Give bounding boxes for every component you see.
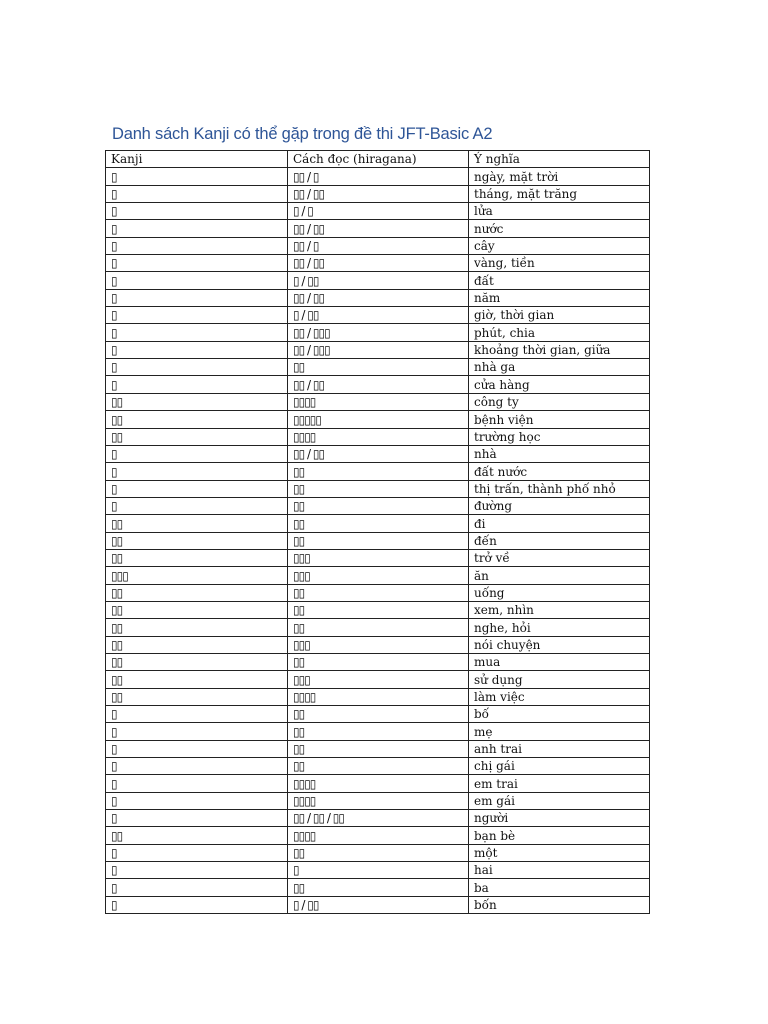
- reading-cell: ▯▯ / ▯▯: [288, 445, 469, 462]
- meaning-cell: công ty: [469, 393, 650, 410]
- meaning-cell: em trai: [469, 775, 650, 792]
- reading-cell: ▯▯: [288, 723, 469, 740]
- reading-cell: ▯▯ / ▯▯▯: [288, 324, 469, 341]
- table-row: [106, 445, 650, 462]
- kanji-cell: ▯▯: [106, 601, 288, 618]
- meaning-cell: ba: [469, 879, 650, 896]
- kanji-cell: ▯: [106, 758, 288, 775]
- reading-cell: ▯▯▯▯: [288, 775, 469, 792]
- meaning-cell: nước: [469, 220, 650, 237]
- kanji-cell: ▯: [106, 289, 288, 306]
- kanji-cell: ▯▯: [106, 532, 288, 549]
- kanji-cell: ▯▯: [106, 393, 288, 410]
- reading-cell: ▯: [288, 862, 469, 879]
- reading-cell: ▯▯▯: [288, 671, 469, 688]
- meaning-cell: ăn: [469, 567, 650, 584]
- meaning-cell: làm việc: [469, 688, 650, 705]
- reading-cell: ▯▯▯▯: [288, 792, 469, 809]
- meaning-cell: mẹ: [469, 723, 650, 740]
- meaning-cell: giờ, thời gian: [469, 307, 650, 324]
- reading-cell: ▯▯: [288, 844, 469, 861]
- reading-cell: ▯▯: [288, 653, 469, 670]
- reading-cell: ▯▯ / ▯▯: [288, 289, 469, 306]
- table-row: [106, 168, 650, 185]
- kanji-cell: ▯: [106, 255, 288, 272]
- reading-cell: ▯▯ / ▯: [288, 237, 469, 254]
- header-meaning: Ý nghĩa: [469, 151, 650, 168]
- reading-cell: ▯▯▯▯: [288, 428, 469, 445]
- meaning-cell: trở về: [469, 549, 650, 566]
- meaning-cell: ngày, mặt trời: [469, 168, 650, 185]
- meaning-cell: cửa hàng: [469, 376, 650, 393]
- reading-cell: ▯ / ▯: [288, 203, 469, 220]
- meaning-cell: nhà ga: [469, 359, 650, 376]
- table-row: [106, 255, 650, 272]
- meaning-cell: sử dụng: [469, 671, 650, 688]
- meaning-cell: đi: [469, 515, 650, 532]
- table-row: [106, 393, 650, 410]
- meaning-cell: xem, nhìn: [469, 601, 650, 618]
- table-row: [106, 497, 650, 514]
- kanji-cell: ▯: [106, 445, 288, 462]
- meaning-cell: phút, chia: [469, 324, 650, 341]
- reading-cell: ▯▯ / ▯▯: [288, 376, 469, 393]
- kanji-cell: ▯▯▯: [106, 567, 288, 584]
- kanji-cell: ▯▯: [106, 636, 288, 653]
- meaning-cell: đường: [469, 497, 650, 514]
- reading-cell: ▯▯: [288, 740, 469, 757]
- kanji-cell: ▯: [106, 359, 288, 376]
- table-row: [106, 428, 650, 445]
- reading-cell: ▯▯▯▯: [288, 827, 469, 844]
- table-row: [106, 480, 650, 497]
- meaning-cell: lửa: [469, 203, 650, 220]
- meaning-cell: cây: [469, 237, 650, 254]
- reading-cell: ▯▯ / ▯▯: [288, 220, 469, 237]
- reading-cell: ▯▯: [288, 619, 469, 636]
- table-row: [106, 792, 650, 809]
- kanji-cell: ▯▯: [106, 688, 288, 705]
- reading-cell: ▯▯▯: [288, 567, 469, 584]
- meaning-cell: hai: [469, 862, 650, 879]
- table-row: [106, 758, 650, 775]
- meaning-cell: uống: [469, 584, 650, 601]
- reading-cell: ▯▯: [288, 601, 469, 618]
- table-row: [106, 237, 650, 254]
- reading-cell: ▯▯ / ▯▯ / ▯▯: [288, 810, 469, 827]
- meaning-cell: anh trai: [469, 740, 650, 757]
- header-reading: Cách đọc (hiragana): [288, 151, 469, 168]
- kanji-cell: ▯: [106, 706, 288, 723]
- table-row: [106, 220, 650, 237]
- reading-cell: ▯▯ / ▯▯: [288, 185, 469, 202]
- reading-cell: ▯ / ▯▯: [288, 896, 469, 913]
- reading-cell: ▯▯ / ▯▯: [288, 255, 469, 272]
- document-title: Danh sách Kanji có thể gặp trong đề thi JFT-Basic A2: [112, 125, 493, 143]
- kanji-cell: ▯: [106, 203, 288, 220]
- meaning-cell: năm: [469, 289, 650, 306]
- meaning-cell: tháng, mặt trăng: [469, 185, 650, 202]
- reading-cell: ▯▯: [288, 359, 469, 376]
- kanji-cell: ▯: [106, 792, 288, 809]
- reading-cell: ▯▯: [288, 758, 469, 775]
- meaning-cell: thị trấn, thành phố nhỏ: [469, 480, 650, 497]
- kanji-cell: ▯: [106, 775, 288, 792]
- kanji-cell: ▯: [106, 844, 288, 861]
- table-row: [106, 515, 650, 532]
- kanji-cell: ▯: [106, 376, 288, 393]
- table-row: [106, 341, 650, 358]
- table-row: [106, 289, 650, 306]
- meaning-cell: đất nước: [469, 463, 650, 480]
- kanji-cell: ▯: [106, 341, 288, 358]
- reading-cell: ▯▯: [288, 480, 469, 497]
- kanji-cell: ▯: [106, 723, 288, 740]
- kanji-cell: ▯▯: [106, 515, 288, 532]
- kanji-table: [105, 150, 650, 914]
- kanji-cell: ▯▯: [106, 671, 288, 688]
- table-row: [106, 740, 650, 757]
- table-row: [106, 879, 650, 896]
- reading-cell: ▯▯ / ▯▯▯: [288, 341, 469, 358]
- kanji-cell: ▯▯: [106, 619, 288, 636]
- meaning-cell: đến: [469, 532, 650, 549]
- reading-cell: ▯▯: [288, 879, 469, 896]
- kanji-cell: ▯: [106, 497, 288, 514]
- kanji-cell: ▯: [106, 168, 288, 185]
- meaning-cell: nghe, hỏi: [469, 619, 650, 636]
- meaning-cell: chị gái: [469, 758, 650, 775]
- table-row: [106, 775, 650, 792]
- reading-cell: ▯▯: [288, 584, 469, 601]
- reading-cell: ▯ / ▯▯: [288, 307, 469, 324]
- kanji-cell: ▯: [106, 463, 288, 480]
- table-row: [106, 896, 650, 913]
- meaning-cell: mua: [469, 653, 650, 670]
- reading-cell: ▯▯: [288, 532, 469, 549]
- kanji-cell: ▯: [106, 307, 288, 324]
- kanji-cell: ▯: [106, 879, 288, 896]
- kanji-cell: ▯▯: [106, 549, 288, 566]
- meaning-cell: một: [469, 844, 650, 861]
- table-row: [106, 549, 650, 566]
- kanji-cell: ▯: [106, 220, 288, 237]
- reading-cell: ▯▯▯▯▯: [288, 411, 469, 428]
- kanji-cell: ▯: [106, 237, 288, 254]
- meaning-cell: khoảng thời gian, giữa: [469, 341, 650, 358]
- table-row: [106, 601, 650, 618]
- reading-cell: ▯▯▯: [288, 549, 469, 566]
- table-row: [106, 185, 650, 202]
- kanji-cell: ▯: [106, 896, 288, 913]
- table-row: [106, 706, 650, 723]
- table-row: [106, 307, 650, 324]
- meaning-cell: bốn: [469, 896, 650, 913]
- reading-cell: ▯▯▯▯: [288, 688, 469, 705]
- reading-cell: ▯▯ / ▯: [288, 168, 469, 185]
- reading-cell: ▯▯: [288, 515, 469, 532]
- meaning-cell: bạn bè: [469, 827, 650, 844]
- table-row: [106, 567, 650, 584]
- table-row: [106, 619, 650, 636]
- table-row: [106, 653, 650, 670]
- table-row: [106, 272, 650, 289]
- meaning-cell: bố: [469, 706, 650, 723]
- table-row: [106, 723, 650, 740]
- kanji-cell: ▯: [106, 324, 288, 341]
- table-row: [106, 827, 650, 844]
- table-header-row: [106, 151, 650, 168]
- reading-cell: ▯▯: [288, 497, 469, 514]
- kanji-cell: ▯: [106, 862, 288, 879]
- reading-cell: ▯▯: [288, 706, 469, 723]
- table-row: [106, 203, 650, 220]
- kanji-cell: ▯▯: [106, 827, 288, 844]
- table-row: [106, 636, 650, 653]
- kanji-cell: ▯: [106, 480, 288, 497]
- reading-cell: ▯▯▯: [288, 636, 469, 653]
- table-row: [106, 411, 650, 428]
- meaning-cell: đất: [469, 272, 650, 289]
- kanji-cell: ▯: [106, 185, 288, 202]
- reading-cell: ▯▯▯▯: [288, 393, 469, 410]
- kanji-cell: ▯: [106, 272, 288, 289]
- header-kanji: Kanji: [106, 151, 288, 168]
- kanji-cell: ▯▯: [106, 653, 288, 670]
- meaning-cell: nhà: [469, 445, 650, 462]
- table-row: [106, 463, 650, 480]
- kanji-cell: ▯: [106, 740, 288, 757]
- table-row: [106, 671, 650, 688]
- kanji-cell: ▯▯: [106, 411, 288, 428]
- meaning-cell: bệnh viện: [469, 411, 650, 428]
- table-row: [106, 688, 650, 705]
- meaning-cell: em gái: [469, 792, 650, 809]
- table-row: [106, 532, 650, 549]
- table-row: [106, 810, 650, 827]
- table-row: [106, 376, 650, 393]
- table-row: [106, 359, 650, 376]
- table-row: [106, 862, 650, 879]
- reading-cell: ▯ / ▯▯: [288, 272, 469, 289]
- table-row: [106, 844, 650, 861]
- meaning-cell: vàng, tiền: [469, 255, 650, 272]
- kanji-cell: ▯▯: [106, 584, 288, 601]
- kanji-cell: ▯▯: [106, 428, 288, 445]
- table-row: [106, 584, 650, 601]
- meaning-cell: người: [469, 810, 650, 827]
- meaning-cell: nói chuyện: [469, 636, 650, 653]
- kanji-cell: ▯: [106, 810, 288, 827]
- meaning-cell: trường học: [469, 428, 650, 445]
- table-row: [106, 324, 650, 341]
- reading-cell: ▯▯: [288, 463, 469, 480]
